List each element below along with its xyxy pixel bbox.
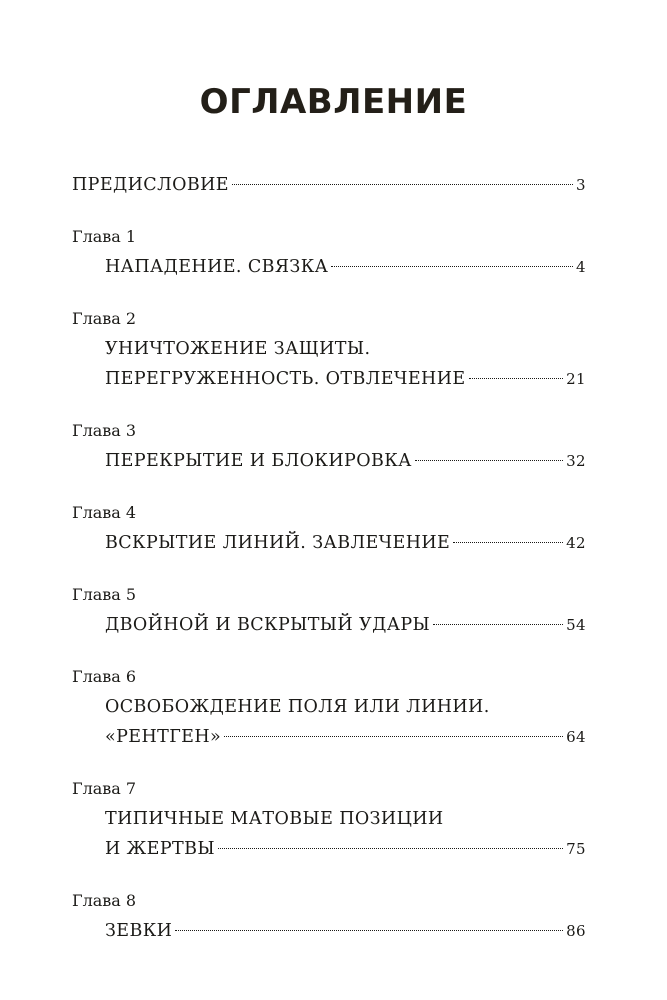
toc-entry-title: И ЖЕРТВЫ (105, 839, 215, 859)
chapter-label: Глава 3 (72, 421, 137, 440)
toc-entry-title: ПЕРЕКРЫТИЕ И БЛОКИРОВКА (105, 451, 412, 471)
dot-leader (433, 624, 563, 625)
chapter-label: Глава 5 (72, 585, 137, 604)
page-title: ОГЛАВЛЕНИЕ (199, 82, 468, 122)
toc-page-number: 54 (566, 616, 586, 634)
chapter-label: Глава 6 (72, 667, 137, 686)
toc-entry-chapter-4 (72, 502, 586, 558)
toc-line (72, 528, 586, 558)
toc-line (72, 722, 586, 752)
toc-entry-chapter-7 (72, 778, 586, 864)
chapter-label: Глава 4 (72, 503, 137, 522)
toc-entry-title: ВСКРЫТИЕ ЛИНИЙ. ЗАВЛЕЧЕНИЕ (105, 533, 451, 553)
toc-entry-chapter-1 (72, 226, 586, 282)
toc-page-number: 4 (576, 258, 586, 276)
toc-entry-title-line: ОСВОБОЖДЕНИЕ ПОЛЯ ИЛИ ЛИНИИ. (105, 697, 490, 717)
toc-entry-title: ДВОЙНОЙ И ВСКРЫТЫЙ УДАРЫ (105, 615, 431, 635)
toc-line (72, 916, 586, 946)
toc-line (72, 446, 586, 476)
toc-line (72, 252, 586, 282)
chapter-label: Глава 7 (72, 779, 137, 798)
chapter-label: Глава 8 (72, 891, 137, 910)
toc-page-number: 3 (576, 176, 586, 194)
toc-entry-title: ЗЕВКИ (105, 921, 173, 941)
toc-page-number: 75 (566, 840, 586, 858)
dot-leader (175, 930, 563, 931)
toc-page-number: 32 (566, 452, 586, 470)
toc-entry-title: ПЕРЕГРУЖЕННОСТЬ. ОТВЛЕЧЕНИЕ (105, 369, 466, 389)
dot-leader (224, 736, 563, 737)
dot-leader (415, 460, 563, 461)
toc-entry-title: ПРЕДИСЛОВИЕ (72, 175, 229, 195)
dot-leader (469, 378, 564, 379)
dot-leader (331, 266, 573, 267)
toc-entry-chapter-3 (72, 420, 586, 476)
dot-leader (232, 184, 573, 185)
toc-line (72, 170, 586, 200)
toc-entry-title: НАПАДЕНИЕ. СВЯЗКА (105, 257, 329, 277)
table-of-contents (72, 170, 586, 972)
toc-line (72, 610, 586, 640)
toc-page-number: 64 (566, 728, 586, 746)
toc-page-number: 42 (566, 534, 586, 552)
dot-leader (218, 848, 563, 849)
toc-entry-title: «РЕНТГЕН» (105, 727, 222, 747)
toc-entry-chapter-6 (72, 666, 586, 752)
toc-page-number: 21 (566, 370, 586, 388)
toc-entry-preface (72, 170, 586, 200)
dot-leader (453, 542, 563, 543)
toc-entry-chapter-8 (72, 890, 586, 946)
toc-entry-chapter-2 (72, 308, 586, 394)
toc-page-number: 86 (566, 922, 586, 940)
toc-line (72, 834, 586, 864)
toc-entry-title-line: УНИЧТОЖЕНИЕ ЗАЩИТЫ. (105, 339, 371, 359)
toc-entry-chapter-5 (72, 584, 586, 640)
toc-line (72, 364, 586, 394)
chapter-label: Глава 1 (72, 227, 137, 246)
chapter-label: Глава 2 (72, 309, 137, 328)
toc-entry-title-line: ТИПИЧНЫЕ МАТОВЫЕ ПОЗИЦИИ (105, 809, 444, 829)
